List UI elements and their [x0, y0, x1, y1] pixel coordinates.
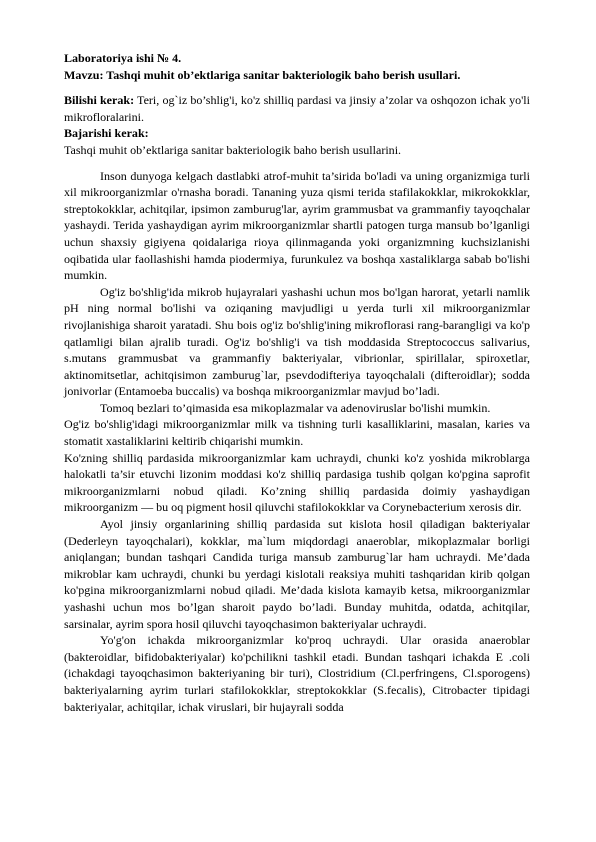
document-page — [64, 50, 530, 715]
paragraph-genital: Ayol jinsiy organlarining shilliq pardasida sut kislota hosil qiladigan bakteriyalar (Dederleyn tayoqchalari), kokklar, ma`lum miqdordagi anaeroblar, mikoplazmalar borligi aniqlangan; bundan tashqari Candida turiga mansub zamburug`lar ham uchraydi. Me’dada mikroblar kam uchraydi, chunki bu yerdagi kislotali reaksiya muhiti tashqaridan kirib qolgan ko'pgina mikroorganizmlarni nobud qiladi. Me’dada kislota kamayib ketsa, mikroorganizmlar yashashi uchun mos bo’lgan sharoit paydo bo’ladi. Bunday muhitda, odatda, achitqilar, sarsinalar, ayrim spora hosil qiluvchi tayoqchasimon bakteriyalar uchraydi. — [64, 517, 530, 631]
know-label: Bilishi kerak: — [64, 93, 135, 108]
paragraph-throat: Tomoq bezlari to’qimasida esa mikoplazmalar va adenoviruslar bo'lishi mumkin. — [100, 400, 491, 415]
spacer — [64, 159, 530, 168]
spacer — [64, 83, 530, 92]
know-paragraph — [64, 92, 530, 125]
paragraph-eye: Ko'zning shilliq pardasida mikroorganizmlar kam uchraydi, chunki ko'z yoshida mikroblarga halokatli ta’sir etuvchi lizonim moddasi ko'z shilliq pardasiga tushib qolgan ko'pgina saprofit mikroorganizmlarni nobud qiladi. Ko’zning shilliq pardasida doimiy yashaydigan mikroorganizm — bu oq pigment hosil qiluvchi stafilokokklar va Corynebacterium xerosis dir. — [64, 450, 530, 515]
topic-heading: Mavzu: Tashqi muhit ob’ektlariga sanitar bakteriologik baho berish usullari. — [64, 67, 461, 82]
do-text: Tashqi muhit ob’ektlariga sanitar bakteriologik baho berish usullarini. — [64, 142, 402, 157]
lab-title: Laboratoriya ishi № 4. — [64, 51, 182, 65]
know-text: Teri, og`iz bo’shlig'i, ko'z shilliq pardasi va jinsiy a’zolar va oshqozon ichak yo'li mikrofloralarini. — [64, 93, 530, 124]
paragraph-gums: Og'iz bo'shlig'idagi mikroorganizmlar milk va tishning turli kasalliklarini, masalan, karies va stomatit xastaliklarini keltirib chiqarishi mumkin. — [64, 417, 530, 449]
paragraph-skin: Inson dunyoga kelgach dastlabki atrof-muhit ta’sirida bo'ladi va uning organizmiga turli xil mikroorganizmlar o'rnasha boradi. Tananing yuza qismi terida stafilakokklar, mikrokokklar, streptokokklar, achitqilar, ipsimon zamburug'lar, ayrim grammusbat va grammanfiy tayoqchalar yashaydi. Terida yashaydigan ayrim mikroorganizmlar shartli patogen turga mansub bo’lganligi uchun shaxsiy gigiyena qoidalariga rioya qilinmaganda yoki organizmning kuchsizlanishi oqibatida ular faollashishi hamda piodermiya, furunkulez va boshqa xastaliklarga sabab bo'lishi mumkin. — [64, 168, 530, 283]
paragraph-intestine: Yo'g'on ichakda mikroorganizmlar ko'proq uchraydi. Ular orasida anaeroblar (bakteroidlar, bifidobakteriyalar) ko'pchilikni tashkil etadi. Bundan tashqari ichakda E .coli (ichakdagi tayoqchasimon bakteriyaning bir turi), Clostridium (Cl.perfringens, Cl.sporogens) bakteriyalarning ayrim turlari stafilokokklar, streptokokklar (S.fecalis), Citrobacter tipidagi bakteriyalar, achitqilar, ichak viruslari, bir hujayrali sodda — [64, 633, 530, 714]
paragraph-mouth: Og'iz bo'shlig'ida mikrob hujayralari yashashi uchun mos bo'lgan harorat, yetarli namlik pH ning normal bo'lishi va oziqaning mavjudligi u yerda turli xil mikroorganizmlar rivojlanishiga sharoit yaratadi. Shu bois og'iz bo'shlig'ining mikroflorasi rang-barangligi va ko'p qatlamligi bilan ajralib turadi. Og'iz bo'shlig'i va tish moddasida Streptococcus salivarius, s.mutans grammusbat va grammanfiy bakteriyalar, vibrionlar, spirillalar, spiroxetlar, aktinomitsetlar, achitqisimon zamburug`lar, psevdodifteriya tayoqchalali (difteroidlar); sodda jonivorlar (Entamoeba buccalis) va boshqa mikroorganizmlar mavjud bo’ladi. — [64, 284, 530, 399]
do-label: Bajarishi kerak: — [64, 126, 149, 141]
